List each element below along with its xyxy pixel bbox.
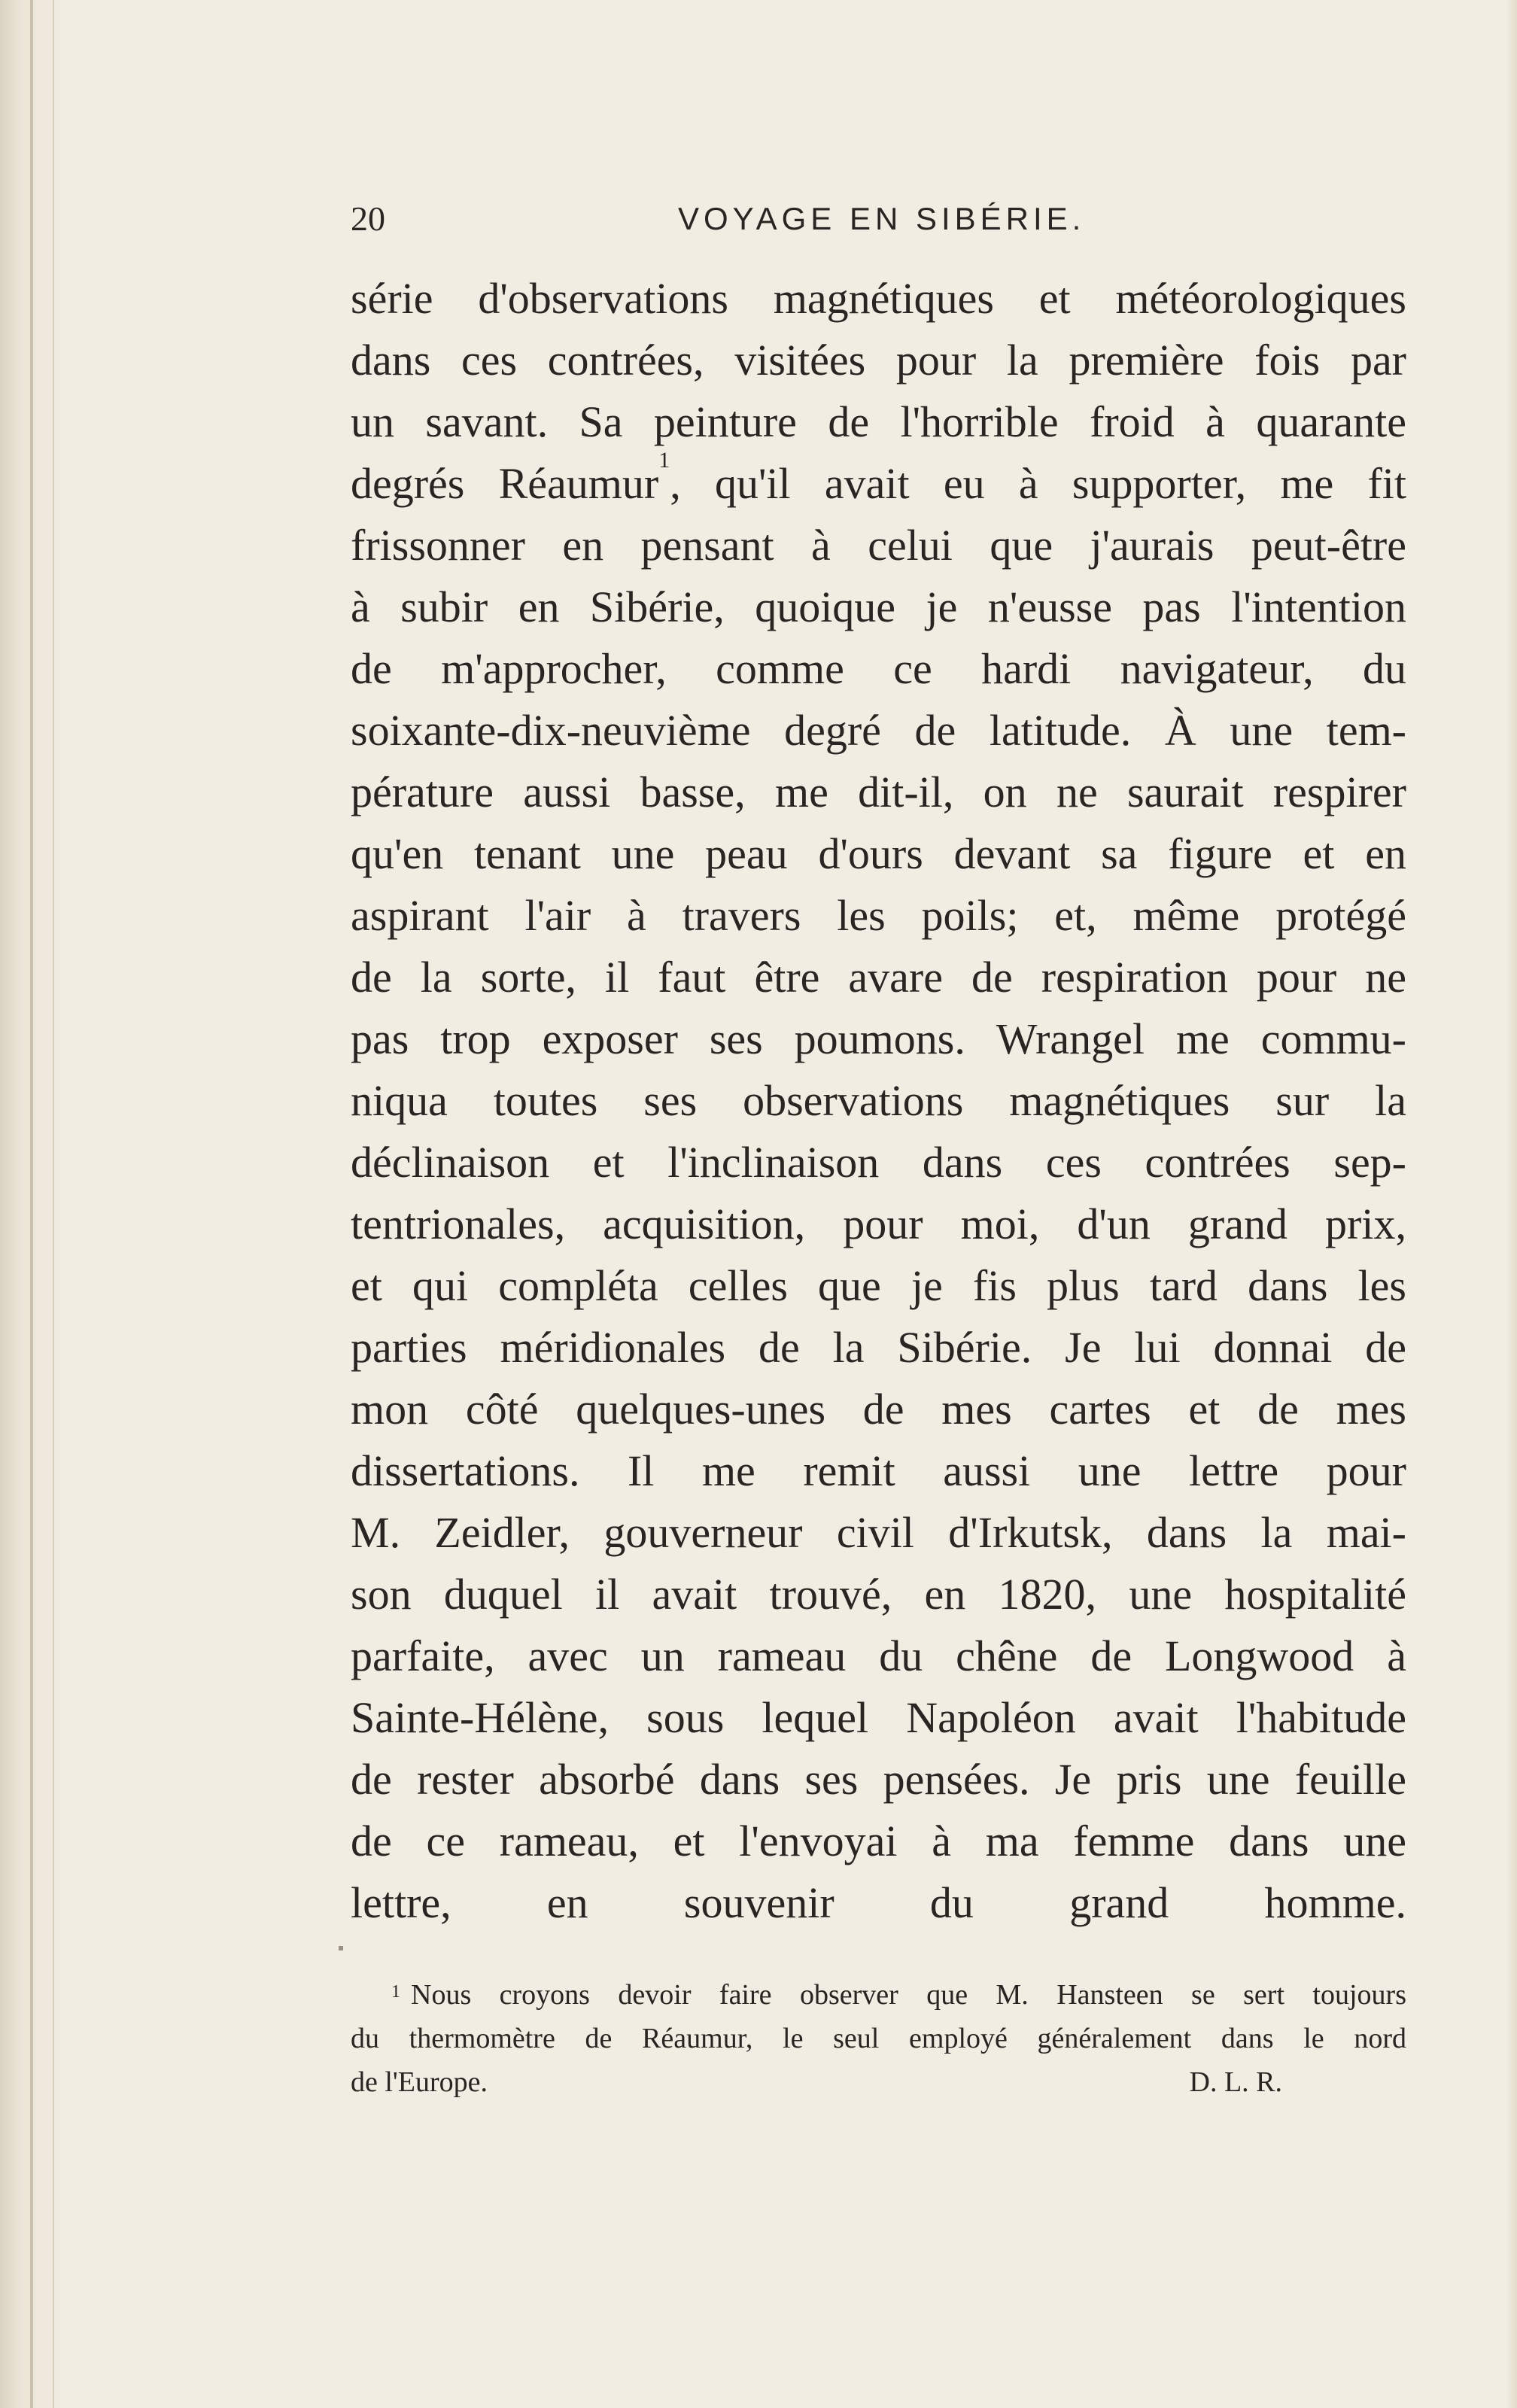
- text-line: aspirant l'air à travers les poils; et, même protégé: [351, 891, 1406, 940]
- text-line: [351, 448, 1406, 515]
- text-line: parties méridionales de la Sibérie. Je lui donnai de: [351, 1323, 1406, 1372]
- text-line-end: , qu'il avait eu à supporter, me fit: [670, 459, 1406, 508]
- footnote-line: du thermomètre de Réaumur, le seul employé généralement dans le nord: [351, 2023, 1406, 2054]
- body-text: [351, 268, 1406, 1996]
- footnote-line: [351, 1973, 1406, 2017]
- text-line: de rester absorbé dans ses pensées. Je pris une feuille: [351, 1755, 1406, 1804]
- text-line: parfaite, avec un rameau du chêne de Longwood à: [351, 1631, 1406, 1680]
- footnote-signature: D. L. R.: [1189, 2066, 1282, 2098]
- footnote-line: [351, 2060, 1406, 2104]
- text-line: de ce rameau, et l'envoyai à ma femme dans une: [351, 1817, 1406, 1865]
- text-line: de m'approcher, comme ce hardi navigateur, du: [351, 644, 1406, 693]
- text-line: soixante-dix-neuvième degré de latitude. À une tem-: [351, 706, 1406, 755]
- text-line: tentrionales, acquisition, pour moi, d'un grand prix,: [351, 1199, 1406, 1248]
- text-line: qu'en tenant une peau d'ours devant sa figure et en: [351, 829, 1406, 878]
- running-title: VOYAGE EN SIBÉRIE.: [678, 201, 1086, 236]
- text-line: dans ces contrées, visitées pour la première fois par: [351, 336, 1406, 385]
- footnote-separator: [339, 1946, 343, 1950]
- running-head: [351, 193, 1406, 245]
- text-line: à subir en Sibérie, quoique je n'eusse pas l'intention: [351, 582, 1406, 631]
- text-line: déclinaison et l'inclinaison dans ces contrées sep-: [351, 1138, 1406, 1187]
- text-line: M. Zeidler, gouverneur civil d'Irkutsk, dans la mai-: [351, 1508, 1406, 1557]
- text-line: dissertations. Il me remit aussi une lettre pour: [351, 1446, 1406, 1495]
- page-number: 20: [351, 199, 385, 238]
- footnote-marker: 1: [391, 1982, 400, 2002]
- footnote-text: Nous croyons devoir faire observer que M. Hansteen se sert toujours: [411, 1979, 1406, 2011]
- text-line: de la sorte, il faut être avare de respiration pour ne: [351, 953, 1406, 1002]
- text-line-start: degrés Réaumur: [351, 459, 659, 508]
- text-line: Sainte-Hélène, sous lequel Napoléon avait l'habitude: [351, 1693, 1406, 1742]
- footnote-text: de l'Europe.: [351, 2066, 488, 2098]
- book-gutter: [0, 0, 68, 2408]
- text-line: mon côté quelques-unes de mes cartes et de mes: [351, 1385, 1406, 1434]
- text-line: son duquel il avait trouvé, en 1820, une hospitalité: [351, 1570, 1406, 1619]
- text-line: et qui compléta celles que je fis plus tard dans les: [351, 1261, 1406, 1310]
- footnote-reference: 1: [658, 448, 670, 473]
- text-line: série d'observations magnétiques et météorologiques: [351, 274, 1406, 323]
- page-edge: [1506, 0, 1517, 2408]
- text-line: pas trop exposer ses poumons. Wrangel me commu-: [351, 1014, 1406, 1063]
- text-line: un savant. Sa peinture de l'horrible froid à quarante: [351, 397, 1406, 446]
- text-line: frissonner en pensant à celui que j'aurais peut-être: [351, 521, 1406, 570]
- text-line: pérature aussi basse, me dit-il, on ne saurait respirer: [351, 768, 1406, 816]
- footnote: [351, 1973, 1406, 2104]
- text-line: lettre, en souvenir du grand homme.: [351, 1878, 1406, 1927]
- text-line: niqua toutes ses observations magnétiques sur la: [351, 1076, 1406, 1125]
